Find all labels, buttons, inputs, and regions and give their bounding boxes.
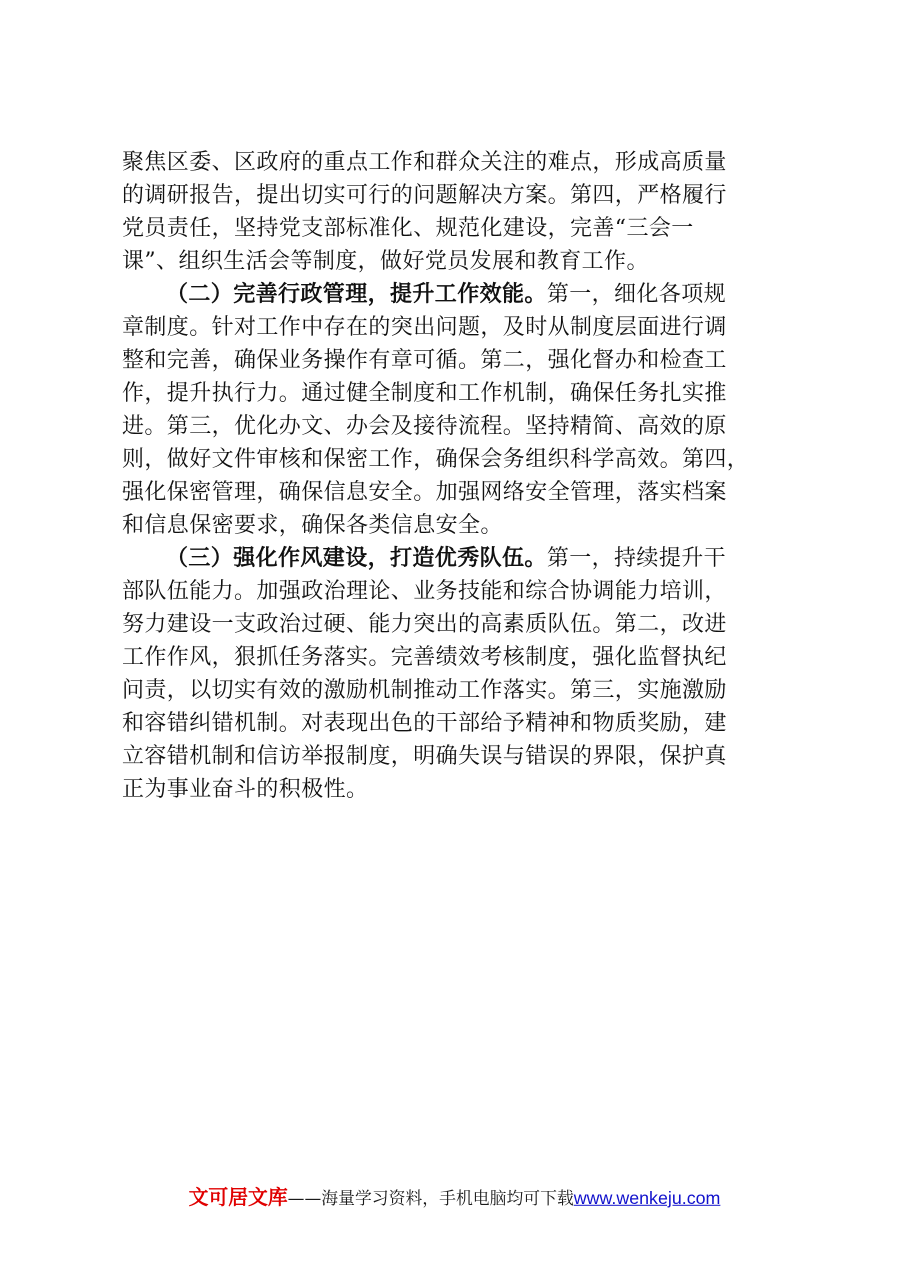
document-body: [122, 146, 794, 806]
section-3-first-line-text: 第一，持续提升干: [546, 546, 727, 571]
paragraph-line: 和信息保密要求，确保各类信息安全。: [122, 513, 503, 538]
section-3-heading: （三）强化作风建设，打造优秀队伍。: [166, 545, 547, 571]
paragraph-line: 则，做好文件审核和保密工作，确保会务组织科学高效。第四，: [122, 447, 750, 472]
section-3-first-line: [122, 542, 794, 575]
footer-brand: 文可居文库: [188, 1184, 288, 1209]
paragraph-line: 和容错纠错机制。对表现出色的干部给予精神和物质奖励，建: [122, 711, 727, 736]
paragraph-line: 课”、组织生活会等制度，做好党员发展和教育工作。: [122, 249, 649, 274]
paragraph-line: 整和完善，确保业务操作有章可循。第二，强化督办和检查工: [122, 348, 727, 373]
page-footer: [5, 1184, 905, 1212]
footer-url-link[interactable]: www.wenkeju.com: [573, 1187, 721, 1208]
paragraph-line: 努力建设一支政治过硬、能力突出的高素质队伍。第二，改进: [122, 612, 727, 637]
section-2-heading: （二）完善行政管理，提升工作效能。: [166, 281, 547, 307]
footer-tagline: ——海量学习资料，手机电脑均可下载: [287, 1188, 574, 1209]
paragraph-line: 聚焦区委、区政府的重点工作和群众关注的难点，形成高质量: [122, 150, 727, 175]
paragraph-line: 章制度。针对工作中存在的突出问题，及时从制度层面进行调: [122, 315, 727, 340]
paragraph-line: 的调研报告，提出切实可行的问题解决方案。第四，严格履行: [122, 183, 727, 208]
paragraph-line: 工作作风，狠抓任务落实。完善绩效考核制度，强化监督执纪: [122, 645, 727, 670]
paragraph-line: 立容错机制和信访举报制度，明确失误与错误的界限，保护真: [122, 744, 727, 769]
paragraph-line: 进。第三，优化办文、办会及接待流程。坚持精简、高效的原: [122, 414, 727, 439]
paragraph-line: 正为事业奋斗的积极性。: [122, 777, 369, 802]
paragraph-line: 党员责任，坚持党支部标准化、规范化建设，完善“三会一: [122, 216, 694, 241]
paragraph-line: 作，提升执行力。通过健全制度和工作机制，确保任务扎实推: [122, 381, 727, 406]
paragraph-line: 部队伍能力。加强政治理论、业务技能和综合协调能力培训，: [122, 579, 727, 604]
section-2-first-line: [122, 278, 794, 311]
section-2-first-line-text: 第一，细化各项规: [546, 282, 727, 307]
paragraph-line: 问责，以切实有效的激励机制推动工作落实。第三，实施激励: [122, 678, 727, 703]
paragraph-line: 强化保密管理，确保信息安全。加强网络安全管理，落实档案: [122, 480, 727, 505]
